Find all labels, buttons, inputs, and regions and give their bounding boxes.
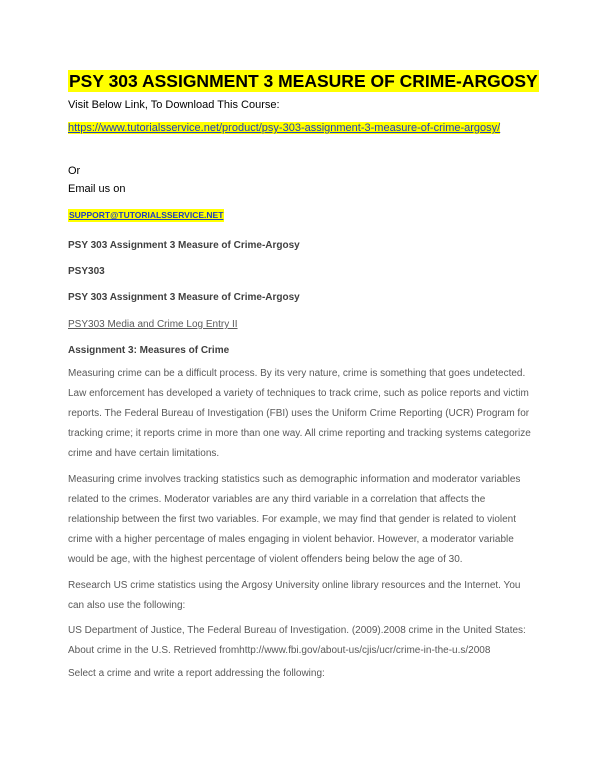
paragraph-2 (68, 470, 538, 570)
paragraph-line: tracking crime; it reports crime in more than one way. All crime reporting and tracking systems categorize (68, 428, 531, 439)
paragraph-line: Law enforcement has developed a variety of techniques to track crime, such as police reports and victim (68, 388, 529, 399)
paragraph-line: reports. The Federal Bureau of Investigation (FBI) uses the Uniform Crime Reporting (UCR) Program for (68, 408, 530, 419)
heading-assignment-title-repeat: PSY 303 Assignment 3 Measure of Crime-Argosy (68, 292, 300, 303)
paragraph-5 (68, 664, 538, 684)
heading-assignment-title: PSY 303 Assignment 3 Measure of Crime-Argosy (68, 240, 300, 251)
paragraph-line: Measuring crime can be a difficult process. By its very nature, crime is something that goes undetected. (68, 368, 526, 379)
paragraph-line: About crime in the U.S. Retrieved fromhttp://www.fbi.gov/about-us/cjis/ucr/crime-in-the-u.s/2008 (68, 645, 491, 656)
section-heading: Assignment 3: Measures of Crime (68, 345, 230, 356)
or-text: Or (68, 165, 81, 177)
paragraph-line: can also use the following: (68, 600, 186, 611)
paragraph-line: Measuring crime involves tracking statistics such as demographic information and moderator variables (68, 474, 521, 485)
paragraph-line: relationship between the first two variables. For example, we may find that gender is related to violent (68, 514, 517, 525)
related-course-link[interactable]: PSY303 Media and Crime Log Entry II (68, 319, 238, 330)
paragraph-line: US Department of Justice, The Federal Bureau of Investigation. (2009).2008 crime in the United States: (68, 625, 526, 636)
email-prompt: Email us on (68, 183, 126, 195)
visit-instruction: Visit Below Link, To Download This Course: (68, 99, 280, 111)
paragraph-line: crime and have certain limitations. (68, 448, 220, 459)
document-title: PSY 303 ASSIGNMENT 3 MEASURE OF CRIME-ARGOSY (69, 71, 538, 91)
paragraph-4 (68, 621, 538, 661)
course-download-link[interactable]: https://www.tutorialsservice.net/product/psy-303-assignment-3-measure-of-crime-argosy/ (68, 122, 501, 134)
paragraph-line: Research US crime statistics using the Argosy University online library resources and the Internet. You (68, 580, 521, 591)
paragraph-line: crime with a higher percentage of males engaging in violent behavior. However, a moderator variable (68, 534, 514, 545)
paragraph-3 (68, 576, 538, 616)
support-email-link[interactable]: SUPPORT@TUTORIALSSERVICE.NET (69, 210, 224, 220)
paragraph-line: Select a crime and write a report addressing the following: (68, 668, 325, 679)
paragraph-line: related to the crimes. Moderator variables are any third variable in a correlation that affects the (68, 494, 486, 505)
paragraph-1 (68, 364, 538, 464)
course-code: PSY303 (68, 266, 105, 277)
paragraph-line: would be age, with the highest percentage of violent offenders being below the age of 30. (68, 554, 463, 565)
